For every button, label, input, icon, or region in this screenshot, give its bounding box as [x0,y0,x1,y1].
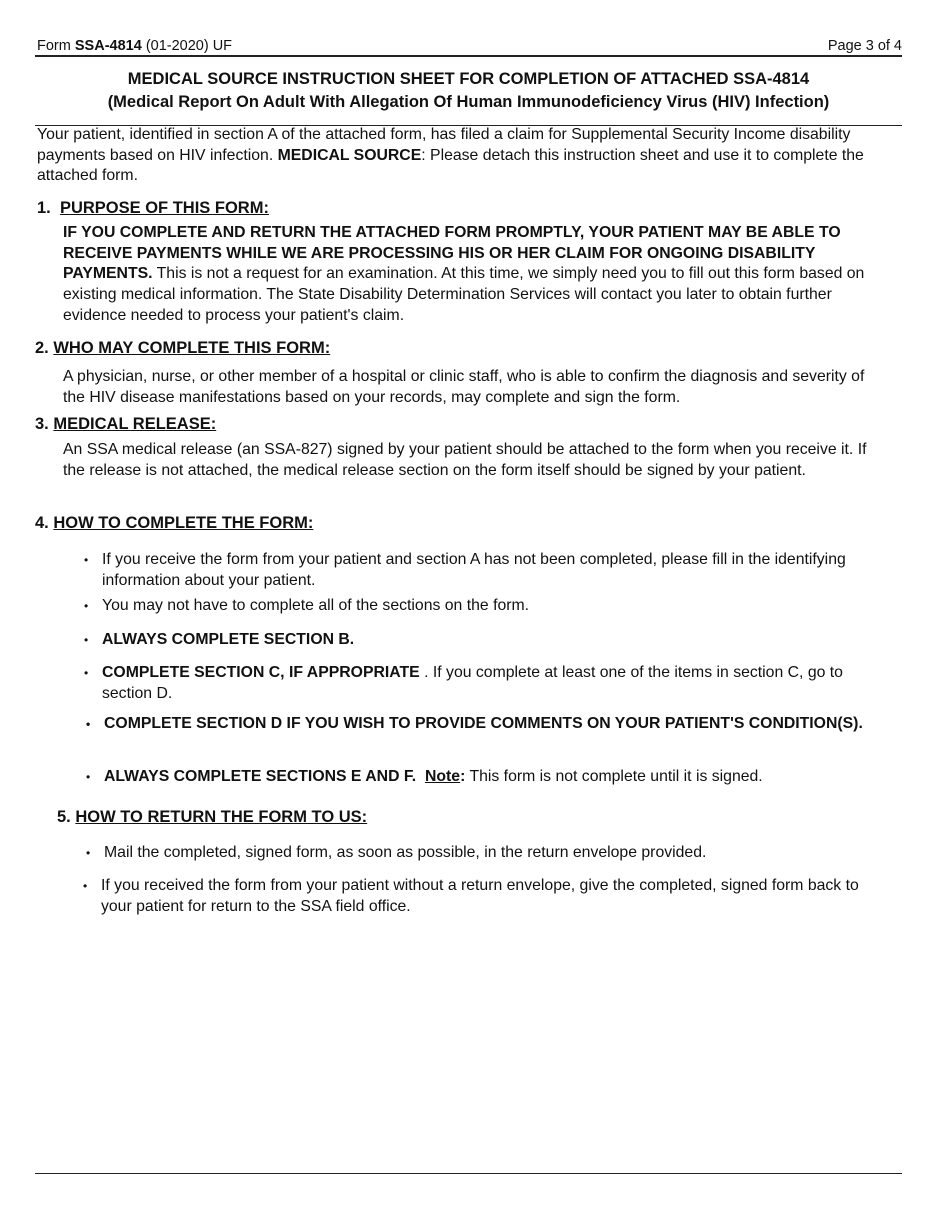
section-4-heading: 4. HOW TO COMPLETE THE FORM: [35,514,314,532]
bullet-icon: • [86,770,91,784]
header-rule [35,55,902,57]
section-2-heading: 2. WHO MAY COMPLETE THIS FORM: [35,339,331,357]
title-line-1: MEDICAL SOURCE INSTRUCTION SHEET FOR COMPLETION OF ATTACHED SSA-4814 [127,70,810,88]
list-item: • You may not have to complete all of the sections on the form. [84,597,530,614]
section-3-body: An SSA medical release (an SSA-827) signed by your patient should be attached to the form when you receive it. If the release is not attached, the medical release section on the form itself should be signed by your patient. [63,441,867,479]
list-item: • COMPLETE SECTION D IF YOU WISH TO PROVIDE COMMENTS ON YOUR PATIENT'S CONDITION(S). [86,715,863,732]
form-header [37,36,902,56]
section-1-heading: 1. PURPOSE OF THIS FORM: [37,199,269,217]
list-item: • COMPLETE SECTION C, IF APPROPRIATE . If you complete at least one of the items in section C, go to section D. [84,664,843,702]
bullet-icon: • [86,846,91,860]
list-item: • If you received the form from your patient without a return envelope, give the completed, signed form back to your patient for return to the SSA field office. [83,877,859,915]
bullet-icon: • [84,633,89,647]
bullet-icon: • [86,717,91,731]
section-2-body: A physician, nurse, or other member of a hospital or clinic staff, who is able to confirm the diagnosis and severity of the HIV disease manifestations based on your records, may complete and sign the form. [63,368,865,406]
section-5-heading: 5. HOW TO RETURN THE FORM TO US: [57,808,368,826]
bullet-icon: • [84,599,89,613]
section-3-heading: 3. MEDICAL RELEASE: [35,415,217,433]
bullet-icon: • [84,666,89,680]
bullet-icon: • [84,553,89,567]
intro-paragraph: Your patient, identified in section A of the attached form, has filed a claim for Supplemental Security Income disability payments based on HIV infection. MEDICAL SOURCE: Please detach this instruction sheet and use it to complete the attached form. [37,126,864,184]
form-identifier: Form SSA-4814 (01-2020) UF [37,38,233,54]
list-item: • If you receive the form from your patient and section A has not been completed, please fill in the identifying information about your patient. [84,551,846,589]
list-item: • Mail the completed, signed form, as soon as possible, in the return envelope provided. [86,844,707,861]
title-line-2: (Medical Report On Adult With Allegation Of Human Immunodeficiency Virus (HIV) Infection) [107,92,830,111]
section-1-body: IF YOU COMPLETE AND RETURN THE ATTACHED FORM PROMPTLY, YOUR PATIENT MAY BE ABLE TO RECEIVE PAYMENTS WHILE WE ARE PROCESSING HIS OR HER CLAIM FOR ONGOING DISABILITY PAYMENTS. This is not a request for an examination. At this time, we simply need you to fill out this form based on existing medical information. The State Disability Determination Services will contact you later to obtain further evidence needed to process your patient's claim. [63,224,865,324]
list-item: • ALWAYS COMPLETE SECTIONS E AND F. Note: This form is not complete until it is signed. [86,768,763,785]
page-title [35,68,902,113]
form-number: SSA-4814 [74,38,142,54]
page-number: Page 3 of 4 [827,38,902,54]
footer-rule [35,1173,902,1174]
list-item: • ALWAYS COMPLETE SECTION B. [84,631,355,648]
bullet-icon: • [83,879,88,893]
